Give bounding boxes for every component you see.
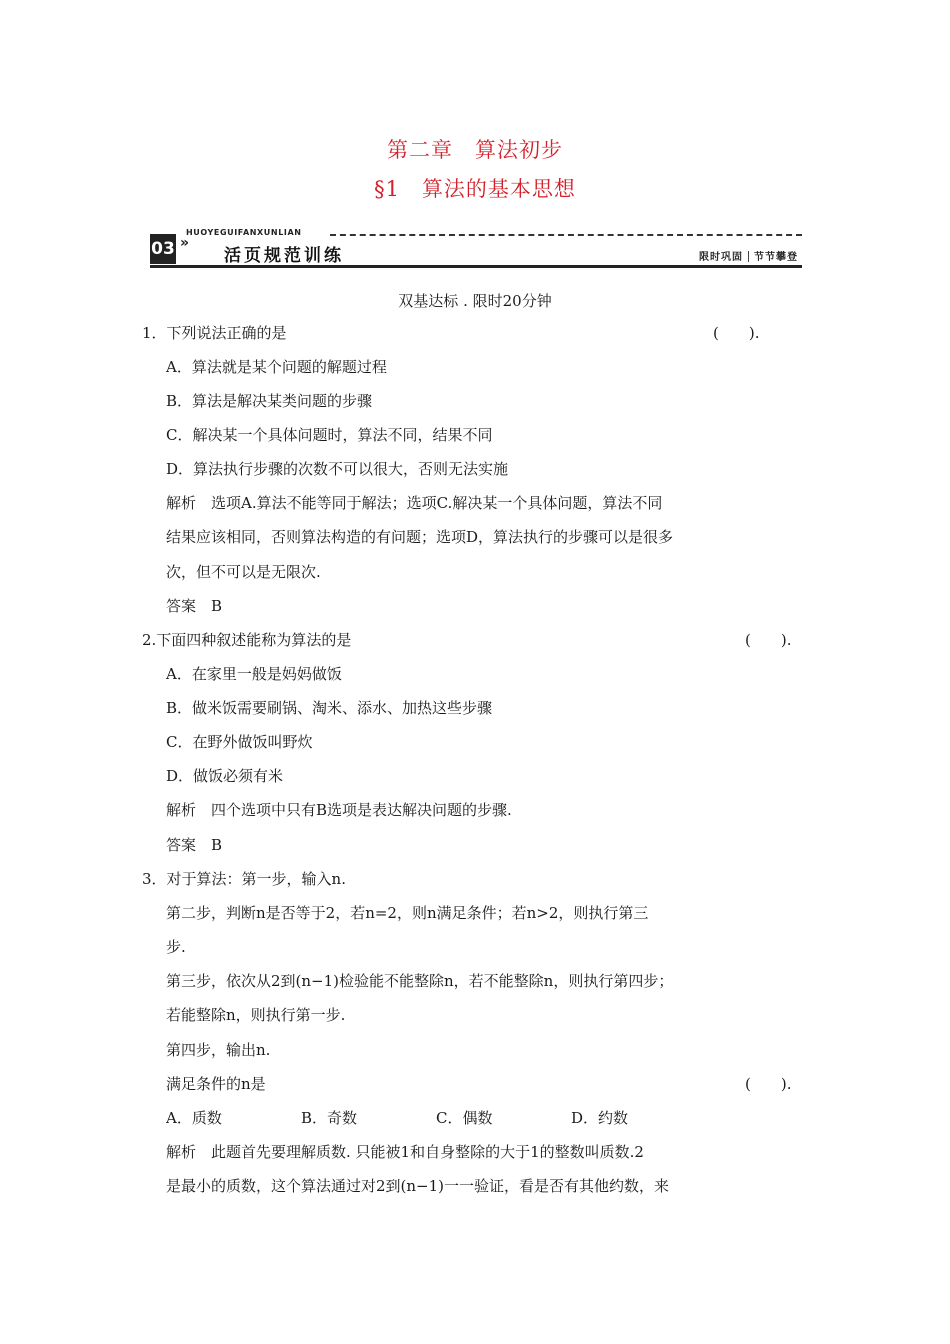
- question-2-option-c: C．在野外做饭叫野炊: [166, 733, 313, 751]
- question-3-analysis-line: 是最小的质数，这个算法通过对2到(n−1)一一验证，看是否有其他约数，来: [166, 1177, 670, 1195]
- banner-title: 活页规范训练: [224, 246, 344, 266]
- question-3-prompt: 满足条件的n是: [166, 1075, 266, 1093]
- chapter-name: 算法初步: [475, 138, 563, 162]
- section-title: [0, 173, 950, 203]
- question-1-answer: 答案 B: [166, 597, 223, 615]
- banner-tagline: [699, 248, 798, 263]
- question-1-answer-blank: ( ).: [713, 324, 760, 342]
- question-2-option-b: B．做米饭需要刷锅、淘米、添水、加热这些步骤: [166, 699, 493, 717]
- question-2-answer: 答案 B: [166, 836, 223, 854]
- question-3-option-d: D．约数: [571, 1109, 629, 1127]
- banner-number-badge: 03: [150, 234, 176, 264]
- question-3-answer-blank: ( ).: [745, 1075, 792, 1093]
- question-3-step-line: 第四步，输出n.: [166, 1041, 271, 1059]
- question-3-option-c: C．偶数: [436, 1109, 493, 1127]
- banner-pinyin: HUOYEGUIFANXUNLIAN: [186, 228, 302, 237]
- banner-divider: [748, 251, 749, 262]
- question-3-stem: 3．对于算法：第一步，输入n.: [142, 870, 346, 888]
- question-2-analysis: 解析 四个选项中只有B选项是表达解决问题的步骤.: [166, 801, 512, 819]
- question-3-step-line: 步.: [166, 938, 186, 956]
- question-1-analysis-line: 结果应该相同，否则算法构造的有问题；选项D，算法执行的步骤可以是很多: [166, 528, 674, 546]
- question-2-option-a: A．在家里一般是妈妈做饭: [166, 665, 342, 683]
- question-3-step-line: 第三步，依次从2到(n−1)检验能不能整除n，若不能整除n，则执行第四步；: [166, 972, 674, 990]
- chapter-number: 第二章: [387, 138, 453, 162]
- chapter-title: [0, 134, 950, 164]
- question-1-option-d: D．算法执行步骤的次数不可以很大，否则无法实施: [166, 460, 509, 478]
- question-1-option-c: C．解决某一个具体问题时，算法不同，结果不同: [166, 426, 493, 444]
- question-2-stem: 2.下面四种叙述能称为算法的是: [142, 631, 352, 649]
- question-3-step-line: 若能整除n，则执行第一步.: [166, 1006, 346, 1024]
- banner-dashed-rule: [330, 234, 802, 236]
- question-1-option-a: A．算法就是某个问题的解题过程: [166, 358, 387, 376]
- practice-banner: [150, 226, 802, 268]
- question-2-option-d: D．做饭必须有米: [166, 767, 284, 785]
- section-number: §1: [374, 177, 400, 201]
- question-1-stem: 1．下列说法正确的是: [142, 324, 287, 342]
- question-1-option-b: B．算法是解决某类问题的步骤: [166, 392, 373, 410]
- section-subtitle: 双基达标 . 限时20分钟: [398, 292, 552, 310]
- question-3-analysis-line: 解析 此题首先要理解质数. 只能被1和自身整除的大于1的整数叫质数.2: [166, 1143, 644, 1161]
- question-3-options: [166, 1108, 628, 1128]
- double-chevron-icon: »: [180, 235, 190, 251]
- question-2-answer-blank: ( ).: [745, 631, 792, 649]
- question-3-option-a: A．质数: [166, 1109, 222, 1127]
- banner-tagline-left: 限时巩固: [699, 252, 743, 263]
- question-3-option-b: B．奇数: [301, 1109, 358, 1127]
- section-name: 算法的基本思想: [421, 177, 576, 201]
- question-1-analysis-line: 解析 选项A.算法不能等同于解法；选项C.解决某一个具体问题，算法不同: [166, 494, 663, 512]
- banner-tagline-right: 节节攀登: [754, 252, 798, 263]
- question-1-analysis-line: 次，但不可以是无限次.: [166, 563, 321, 581]
- question-3-step-line: 第二步，判断n是否等于2，若n=2，则n满足条件；若n>2，则执行第三: [166, 904, 649, 922]
- banner-underline: [150, 265, 802, 268]
